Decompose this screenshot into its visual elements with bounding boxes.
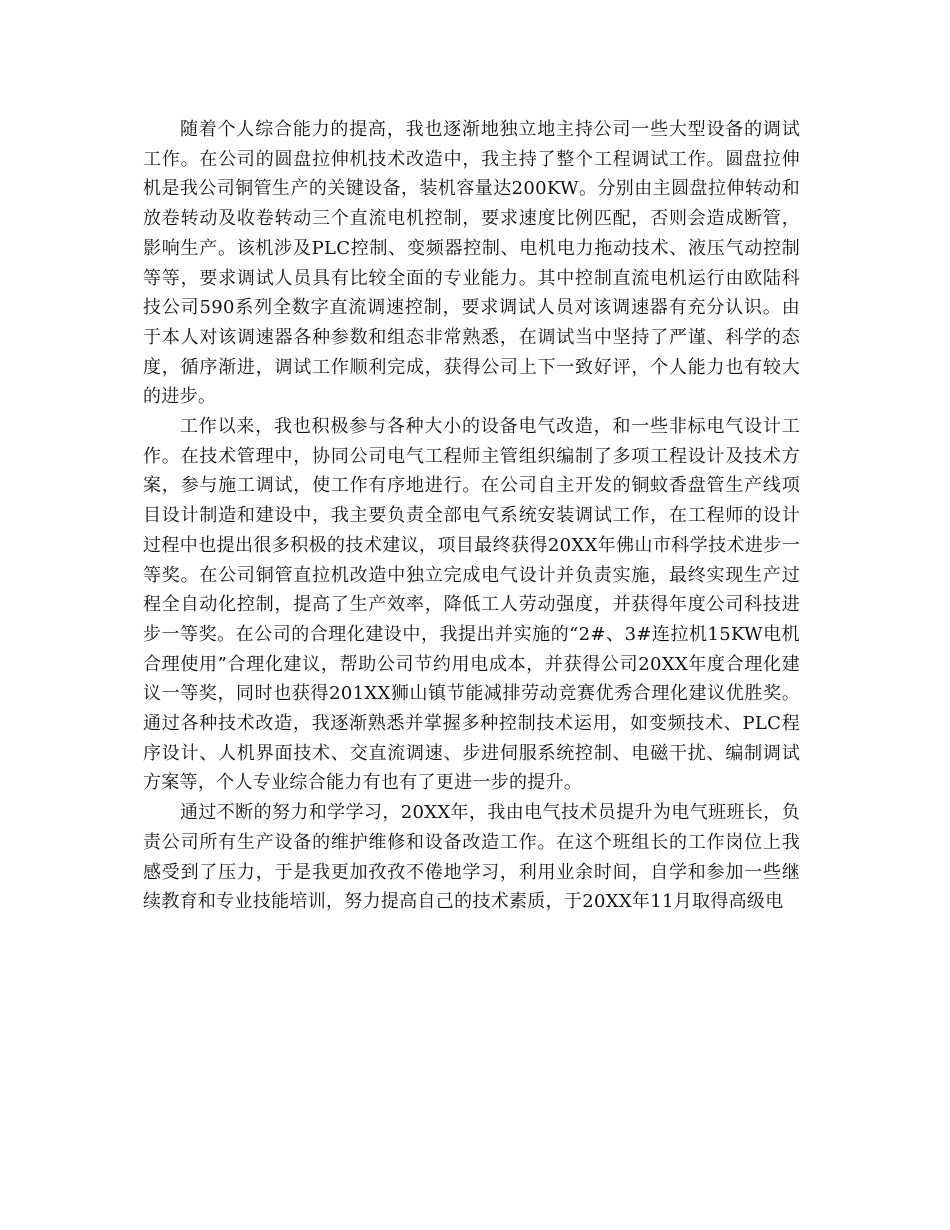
document-body xyxy=(143,115,800,917)
paragraph-retrofit-design: 工作以来，我也积极参与各种大小的设备电气改造，和一些非标电气设计工作。在技术管理中，协同公司电气工程师主管组织编制了多项工程设计及技术方案，参与施工调试，使工作有序地进行。在公司自主开发的铜蚊香盘管生产线项目设计制造和建设中，我主要负责全部电气系统安装调试工作，在工程师的设计过程中也提出很多积极的技术建议，项目最终获得20XX年佛山市科学技术进步一等奖。在公司铜管直拉机改造中独立完成电气设计并负责实施，最终实现生产过程全自动化控制，提高了生产效率，降低工人劳动强度，并获得年度公司科技进步一等奖。在公司的合理化建设中，我提出并实施的“2#、3#连拉机15KW电机合理使用”合理化建议，帮助公司节约用电成本，并获得公司20XX年度合理化建议一等奖，同时也获得201XX狮山镇节能减排劳动竞赛优秀合理化建议优胜奖。通过各种技术改造，我逐渐熟悉并掌握多种控制技术运用，如变频技术、PLC程序设计、人机界面技术、交直流调速、步进伺服系统控制、电磁干扰、编制调试方案等，个人专业综合能力有也有了更进一步的提升。 xyxy=(143,416,800,794)
paragraph-commissioning: 随着个人综合能力的提高，我也逐渐地独立地主持公司一些大型设备的调试工作。在公司的圆盘拉伸机技术改造中，我主持了整个工程调试工作。圆盘拉伸机是我公司铜管生产的关键设备，装机容量达200KW。分别由主圆盘拉伸转动和放卷转动及收卷转动三个直流电机控制，要求速度比例匹配，否则会造成断管，影响生产。该机涉及PLC控制、变频器控制、电机电力拖动技术、液压气动控制等等，要求调试人员具有比较全面的专业能力。其中控制直流电机运行由欧陆科技公司590系列全数字直流调速控制，要求调试人员对该调速器有充分认识。由于本人对该调速器各种参数和组态非常熟悉，在调试当中坚持了严谨、科学的态度，循序渐进，调试工作顺利完成，获得公司上下一致好评，个人能力也有较大的进步。 xyxy=(143,119,800,408)
paragraph-team-leader: 通过不断的努力和学学习，20XX年，我由电气技术员提升为电气班班长，负责公司所有生产设备的维护维修和设备改造工作。在这个班组长的工作岗位上我感受到了压力，于是我更加孜孜不倦地学习，利用业余时间，自学和参加一些继续教育和专业技能培训，努力提高自己的技术素质，于20XX年11月取得高级电 xyxy=(143,802,800,913)
